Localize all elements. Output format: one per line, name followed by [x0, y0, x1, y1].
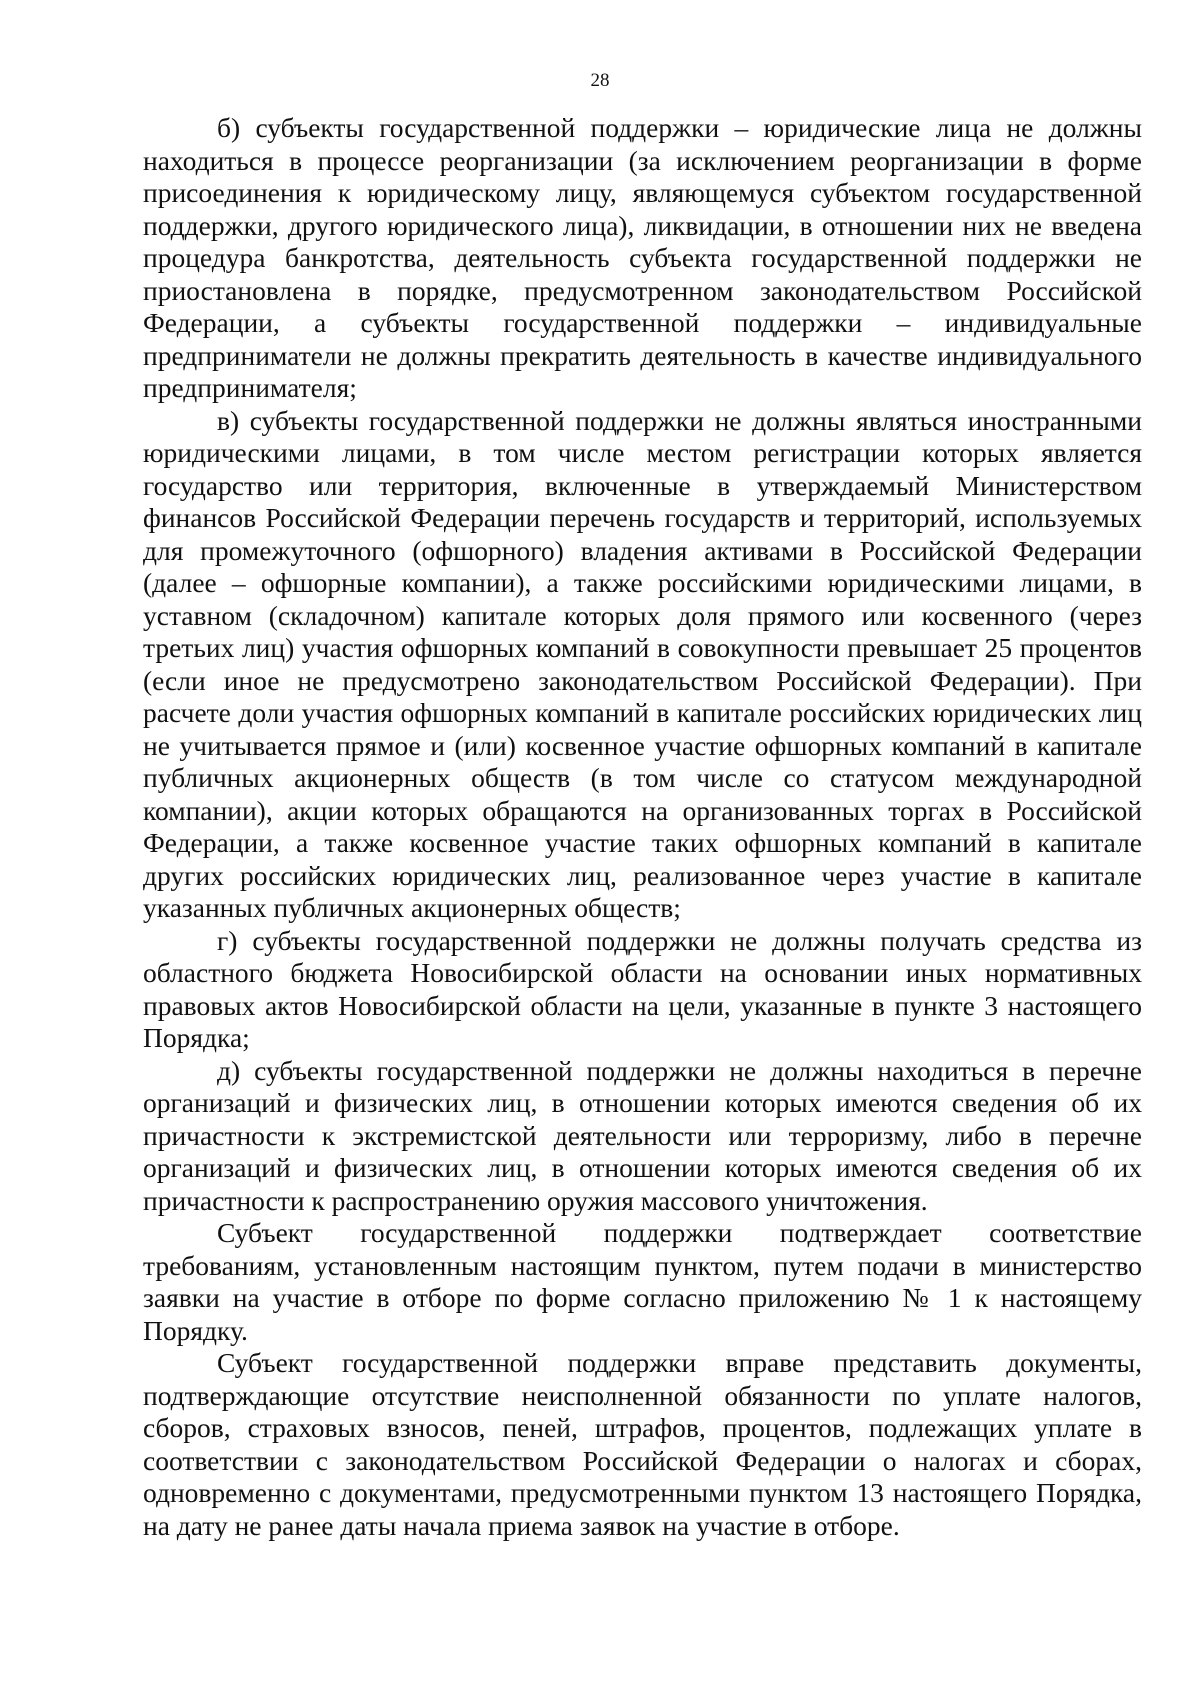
paragraph-b: б) субъекты государственной поддержки – юридические лица не должны находиться в процессе реорганизации (за исключением реорганизации в форме присоединения к юридическому лицу, являющемуся субъектом государственной поддержки, другого юридического лица), ликвидации, в отношении них не введена процедура банкротства, деятельность субъекта государственной поддержки не приостановлена в порядке, предусмотренном законодательством Российской Федерации, а субъекты государственной поддержки – индивидуальные предприниматели не должны прекратить деятельность в качестве индивидуального предпринимателя;: [143, 112, 1142, 403]
paragraph-v: в) субъекты государственной поддержки не должны являться иностранными юридическими лицами, в том числе местом регистрации которых является государство или территория, включенные в утверждаемый Министерством финансов Российской Федерации перечень государств и территорий, используемых для промежуточного (офшорного) владения активами в Российской Федерации (далее – офшорные компании), а также российскими юридическими лицами, в уставном (складочном) капитале которых доля прямого или косвенного (через третьих лиц) участия офшорных компаний в совокупности превышает 25 процентов (если иное не предусмотрено законодательством Российской Федерации). При расчете доли участия офшорных компаний в капитале российских юридических лиц не учитывается прямое и (или) косвенное участие офшорных компаний в капитале публичных акционерных обществ (в том числе со статусом международной компании), акции которых обращаются на организованных торгах в Российской Федерации, а также косвенное участие таких офшорных компаний в капитале других российских юридических лиц, реализованное через участие в капитале указанных публичных акционерных обществ;: [143, 404, 1142, 923]
paragraph-confirmation: Субъект государственной поддержки подтверждает соответствие требованиям, установленным настоящим пунктом, путем подачи в министерство заявки на участие в отборе по форме согласно приложению № 1 к настоящему Порядку.: [143, 1217, 1142, 1346]
paragraph-g: г) субъекты государственной поддержки не должны получать средства из областного бюджета Новосибирской области на основании иных нормативных правовых актов Новосибирской области на цели, указанные в пункте 3 настоящего Порядка;: [143, 924, 1142, 1053]
paragraph-d: д) субъекты государственной поддержки не должны находиться в перечне организаций и физических лиц, в отношении которых имеются сведения об их причастности к экстремистской деятельности или терроризму, либо в перечне организаций и физических лиц, в отношении которых имеются сведения об их причастности к распространению оружия массового уничтожения.: [143, 1054, 1142, 1216]
page-number: 28: [590, 70, 610, 91]
paragraph-documents: Субъект государственной поддержки вправе представить документы, подтверждающие отсутствие неисполненной обязанности по уплате налогов, сборов, страховых взносов, пеней, штрафов, процентов, подлежащих уплате в соответствии с законодательством Российской Федерации о налогах и сборах, одновременно с документами, предусмотренными пунктом 13 настоящего Порядка, на дату не ранее даты начала приема заявок на участие в отборе.: [143, 1347, 1142, 1541]
document-body: [143, 112, 1142, 1542]
